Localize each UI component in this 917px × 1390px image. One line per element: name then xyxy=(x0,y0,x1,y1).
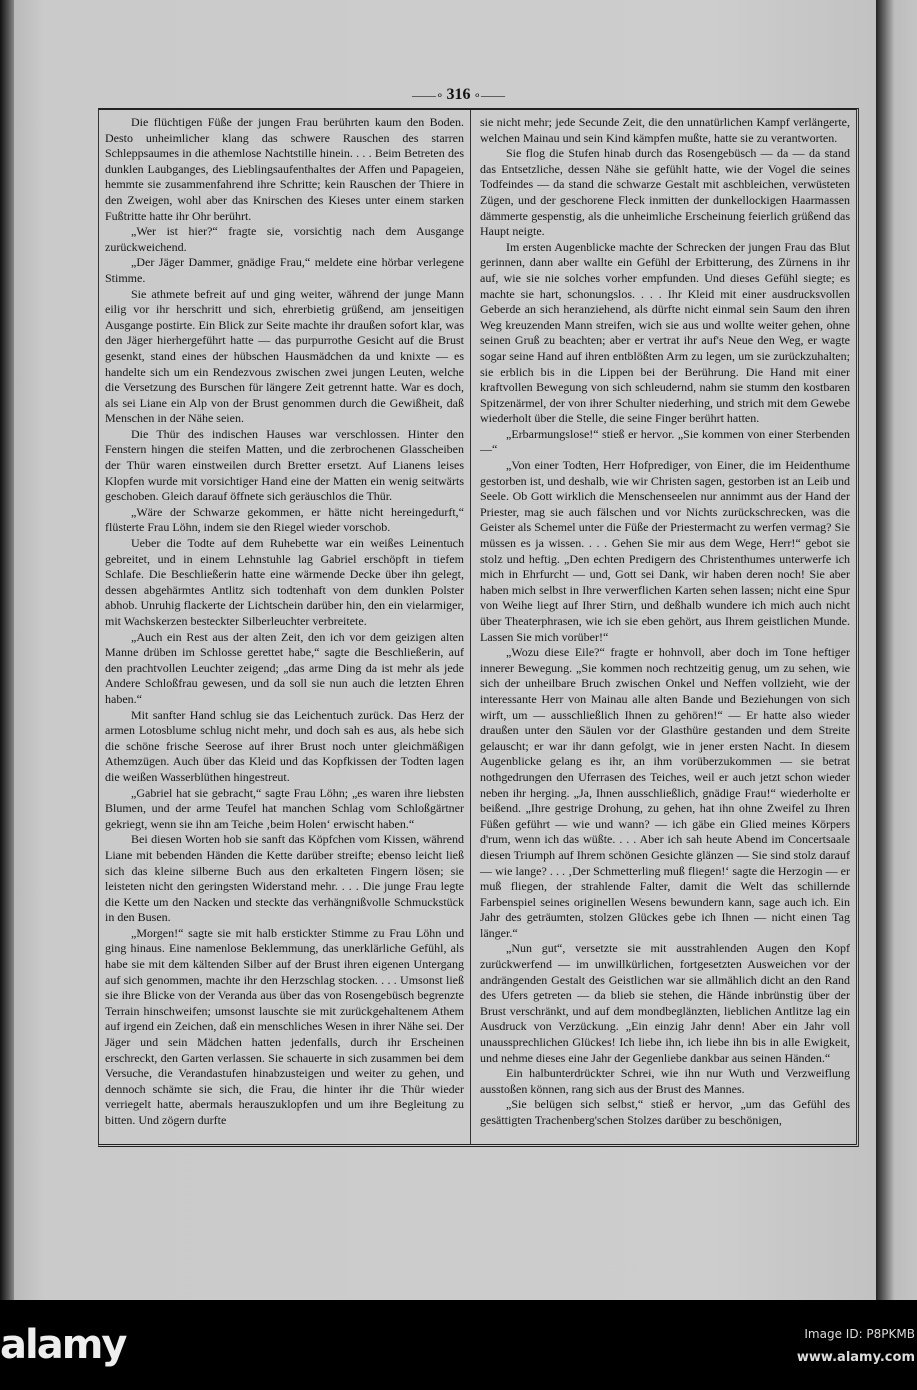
paragraph: Bei diesen Worten hob sie sanft das Köpfchen vom Kissen, während Liane mit bebenden Händen die Kette darüber streifte; ebenso leicht ließ sich das kleine silberne Buch aus den erkalteten Fingern lösen; sie leisteten nicht den geringsten Widerstand mehr. . . . Die junge Frau legte die Kette um den Nacken und steckte das verhängnißvolle Schmuckstück in den Busen. xyxy=(105,832,464,925)
paragraph: „Wer ist hier?“ fragte sie, vorsichtig nach dem Ausgange zurückweichend. xyxy=(105,224,464,254)
paragraph: „Gabriel hat sie gebracht,“ sagte Frau Löhn; „es waren ihre liebsten Blumen, und der arme Teufel hat manchen Schlag vom Schloßgärtner gekriegt, wenn sie ihn am Teiche ‚beim Holen‘ erwischt haben.“ xyxy=(105,785,464,831)
paragraph: Mit sanfter Hand schlug sie das Leichentuch zurück. Das Herz der armen Lotosblume schlug nicht mehr, und doch sah es aus, als hebe sich die schöne frische Seerose auf ihrer Brust noch unter gleichmäßigen Athemzügen. Auch über das Kleid und das Kopfkissen der Todten lagen die weißen Wasserblüthen hingestreut. xyxy=(105,707,464,784)
right-column xyxy=(471,110,856,1144)
adjacent-page-edge xyxy=(876,0,917,1300)
page-number-header: ——∘ 316 ∘—— xyxy=(411,86,506,103)
alamy-logo: alamy xyxy=(0,1322,126,1368)
paragraph: Sie flog die Stufen hinab durch das Rosengebüsch — da — da stand das Entsetzliche, dessen Nähe sie gefühlt hatte, wie der Vogel die seines Todfeindes — da stand die schwarze Gestalt mit aschbleichen, verwüsteten Zügen, und der geschorene Fleck inmitten der dunkellockigen Haarmassen dämmerte gespenstig, als die unheimliche Erscheinung feierlich grüßend das Haupt neigte. xyxy=(480,146,850,239)
image-info xyxy=(797,1322,915,1370)
text-frame xyxy=(98,108,859,1147)
paragraph: „Nun gut“, versetzte sie mit ausstrahlenden Augen den Kopf zurückwerfend — im unwillkürlichen, fortgesetzten Ausweichen vor der andrängenden Gestalt des Geistlichen war sie allmählich dicht an den Rand des Ufers getreten — da blieb sie stehen, die Hände inbrünstig über der Brust verschränkt, und auf dem mondbeglänzten, lieblichen Antlitze lag ein Ausdruck von Verzückung. „Ein einzig Jahr denn! Aber ein Jahr voll unaussprechlichen Glückes! Ich liebe ihn, ich liebe ihn bis in alle Ewigkeit, und nehme dieses eine Jahr der Gegenliebe dankbar aus seinen Händen.“ xyxy=(480,941,850,1065)
paragraph: Im ersten Augenblicke machte der Schrecken der jungen Frau das Blut gerinnen, dann aber wallte ein Gefühl der Erbitterung, des Zürnens in ihr auf, wie sie nie solches vorher empfunden. Und dieses Gefühl siegte; es machte sie hart, schonungslos. . . . Ihr Kleid mit einer ausdrucksvollen Geberde an sich heranziehend, als dürfte nicht einmal sein Saum den ihren Weg kreuzenden Mann streifen, wich sie aus und wollte weiter gehen, ohne seinen Gruß zu beachten; aber er vertrat ihr auf's Neue den Weg, er wagte sogar seine Hand auf ihren entblößten Arm zu legen, um sie zurückzuhalten; sie erblich bis in die Lippen bei der Berührung. Die Hand mit einer kraftvollen Bewegung von sich schleudernd, nahm sie stumm den kostbaren Spitzenärmel, der von ihrer Schulter niederhing, und strich mit dem Gewebe wiederholt über die Stelle, die seine Finger berührt hatten. xyxy=(480,239,850,426)
paragraph: Ueber die Todte auf dem Ruhebette war ein weißes Leinentuch gebreitet, und in einem Lehnstuhle lag Gabriel erschöpft in tiefem Schlafe. Die Beschließerin hatte eine wärmende Decke über ihn gelegt, dessen abgehärmtes Antlitz sich todtenhaft von dem dunklen Polster abhob. Unruhig flackerte der Lichtschein darüber hin, den ein vielarmiger, mit Wachskerzen besteckter Silberleuchter verbreitete. xyxy=(105,536,464,628)
paragraph: „Von einer Todten, Herr Hofprediger, von Einer, die im Heidenthume gestorben ist, und deshalb, wie wir Christen sagen, gestorben ist an Leib und Seele. Ob Gott wirklich die Menschenseelen nur annimmt aus der Hand der Priester, mag sie auch fälschen und vor Nichts zurückschrecken, was die Geister als Schemel unter die Füße der Priestermacht zu werfen vermag? Sie müssen es ja wissen. . . . Gehen Sie mir aus dem Wege, Herr!“ gebot sie stolz und heftig. „Den echten Predigern des Christenthumes unterwerfe ich mich in Ehrfurcht — und, Gott sei Dank, wir haben deren noch! Sie aber haben mich selbst in Ihre verwerflichen Karten sehen lassen; nicht eine Spur von Weihe liegt auf Ihrer Stirn, und deßhalb wundere ich mich auch nicht über Theaterphrasen, wie ich sie eben gehört, aus Ihrem geistlichen Munde. Lassen Sie mich vorüber!“ xyxy=(480,458,850,644)
paragraph: Sie athmete befreit auf und ging weiter, während der junge Mann eilig vor ihr herschritt und sich, ehrerbietig grüßend, am jenseitigen Ausgange postirte. Ein Blick zur Seite machte ihr draußen sofort klar, was den Jäger hierhergeführt hatte — das purpurrothe Gesicht auf die Brust gesenkt, stand eines der hübschen Hausmädchen da und knixte — es handelte sich um ein Rendezvous zwischen zwei jungen Leuten, welche die Versetzung des Burschen für längere Zeit getrennt hatte. War es doch, als sei Liane ein Alp von der Brust genommen durch die Gewißheit, daß Menschen in der Nähe seien. xyxy=(105,286,464,426)
paragraph: „Wäre der Schwarze gekommen, er hätte nicht hereingedurft,“ flüsterte Frau Löhn, indem sie den Riegel wieder vorschob. xyxy=(105,504,464,535)
paragraph: „Wozu diese Eile?“ fragte er hohnvoll, aber doch im Tone heftiger innerer Bewegung. „Sie kommen noch rechtzeitig genug, um zu sehen, wie sich der unheilbare Bruch zwischen Onkel und Neffen vollzieht, wie der interessante Herr von Mainau alle alten Bande und Beziehungen von sich wirft, um — ausschließlich Ihnen zu gehören!“ — Er hatte also wieder draußen unter den Säulen vor der Glasthüre gestanden und dem Streite gelauscht; er war ihr dann gefolgt, wie in jener ersten Nacht. In diesem Augenblicke gelang es ihr, an ihm vorüberzukommen — sie betrat nothgedrungen den Uferrasen des Teiches, weil er auch jetzt schon wieder neben ihr herging. „Ja, Ihnen ausschließlich, gnädige Frau!“ wiederholte er beißend. „Ihre gestrige Drohung, zu gehen, hat ihn ohne Zweifel zu Ihren Füßen geführt — wie und wann? — ich gäbe ein Glied meines Körpers d'rum, wenn ich das wüßte. . . . Aber ich sah heute Abend im Concertsaale diesen Triumph auf Ihrem schönen Gesichte glänzen — Sie sind stolz darauf — wie lange? . . . ‚Der Schmetterling muß fliegen!‘ sagte die Herzogin — er muß fliegen, der strahlende Falter, damit die Welt das schillernde Farbenspiel seines originellen Wesens bewundern kann, sage auch ich. Ein Jahr des geträumten, stolzen Glückes gebe ich Ihnen — nicht einen Tag länger.“ xyxy=(480,645,850,940)
paragraph: „Der Jäger Dammer, gnädige Frau,“ meldete eine hörbar verlegene Stimme. xyxy=(105,255,464,285)
paragraph: „Erbarmungslose!“ stieß er hervor. „Sie kommen von einer Sterbenden —“ xyxy=(480,426,850,457)
paragraph: sie nicht mehr; jede Secunde Zeit, die den unnatürlichen Kampf verlängerte, welchen Mainau und sein Kind kämpfen mußte, hatte sie zu verantworten. xyxy=(480,115,850,145)
paragraph: Ein halbunterdrückter Schrei, wie ihn nur Wuth und Verzweiflung ausstoßen können, rang sich aus der Brust des Mannes. xyxy=(480,1066,850,1096)
site-url: www.alamy.com xyxy=(796,1350,915,1365)
paragraph: Die Thür des indischen Hauses war verschlossen. Hinter den Fenstern hingen die steifen Matten, und die zerbrochenen Glasscheiben der Thür waren einstweilen durch Bretter ersetzt. Auf Lianens leises Klopfen wurde mit vorsichtiger Hand eine der Matten ein wenig seitwärts geschoben. Gleich darauf öffnete sich geräuschlos die Thür. xyxy=(105,426,464,504)
paragraph: „Sie belügen sich selbst,“ stieß er hervor, „um das Gefühl des gesättigten Trachenberg'schen Stolzes darüber zu beschönigen, xyxy=(480,1097,850,1127)
page-number: 316 xyxy=(446,86,471,103)
left-column xyxy=(99,110,471,1144)
paragraph: „Morgen!“ sagte sie mit halb erstickter Stimme zu Frau Löhn und ging hinaus. Eine namenlose Beklemmung, das unerklärliche Gefühl, als habe sie mit dem kältenden Silber auf der Brust ihren eigenen Untergang auf sich genommen, machte ihr den Herzschlag stocken. . . . Umsonst ließ sie ihre Blicke von der Veranda aus über das von Rosengebüsch begrenzte Terrain hinschweifen; umsonst lauschte sie mit zurückgehaltenem Athem auf irgend ein Zeichen, daß ein menschliches Wesen in ihrer Nähe sei. Der Jäger und sein Mädchen hatten jedenfalls, durch ihr Erscheinen erschreckt, den Garten verlassen. Sie schauerte in sich zusammen bei dem Versuche, die Verandastufen hinabzusteigen und weiter zu gehen, und dennoch schämte sie sich, die Frau, die hinter ihr die Thür wieder verriegelt hatte, abermals herauszuklopfen und um ihre Begleitung zu bitten. Und zögern durfte xyxy=(105,925,464,1127)
paragraph: Die flüchtigen Füße der jungen Frau berührten kaum den Boden. Desto unheimlicher klang das schwere Rauschen des starren Schleppsaumes in die athemlose Nachtstille hinein. . . . Beim Betreten des dunklen Laubganges, des Lieblingsaufenthaltes der Affen und Papageien, hemmte sie zusammenfahrend ihre Schritte; kein Rauschen der Thiere in den Zweigen, wohl aber das Knirschen des Kieses unter einem starken Fußtritte hatte ihr Ohr berührt. xyxy=(105,115,464,223)
paragraph: „Auch ein Rest aus der alten Zeit, den ich vor dem geizigen alten Manne drüben im Schlosse gerettet habe,“ sagte die Beschließerin, auf den prachtvollen Leuchter zeigend; „das arme Ding da ist mehr als jede Andere Schloßfrau gewesen, und da soll sie nun auch die letzten Ehren haben.“ xyxy=(105,629,464,706)
image-id: Image ID: P8PKMB xyxy=(804,1327,915,1341)
watermark-banner xyxy=(0,1300,917,1390)
book-spine-edge xyxy=(0,0,14,1300)
